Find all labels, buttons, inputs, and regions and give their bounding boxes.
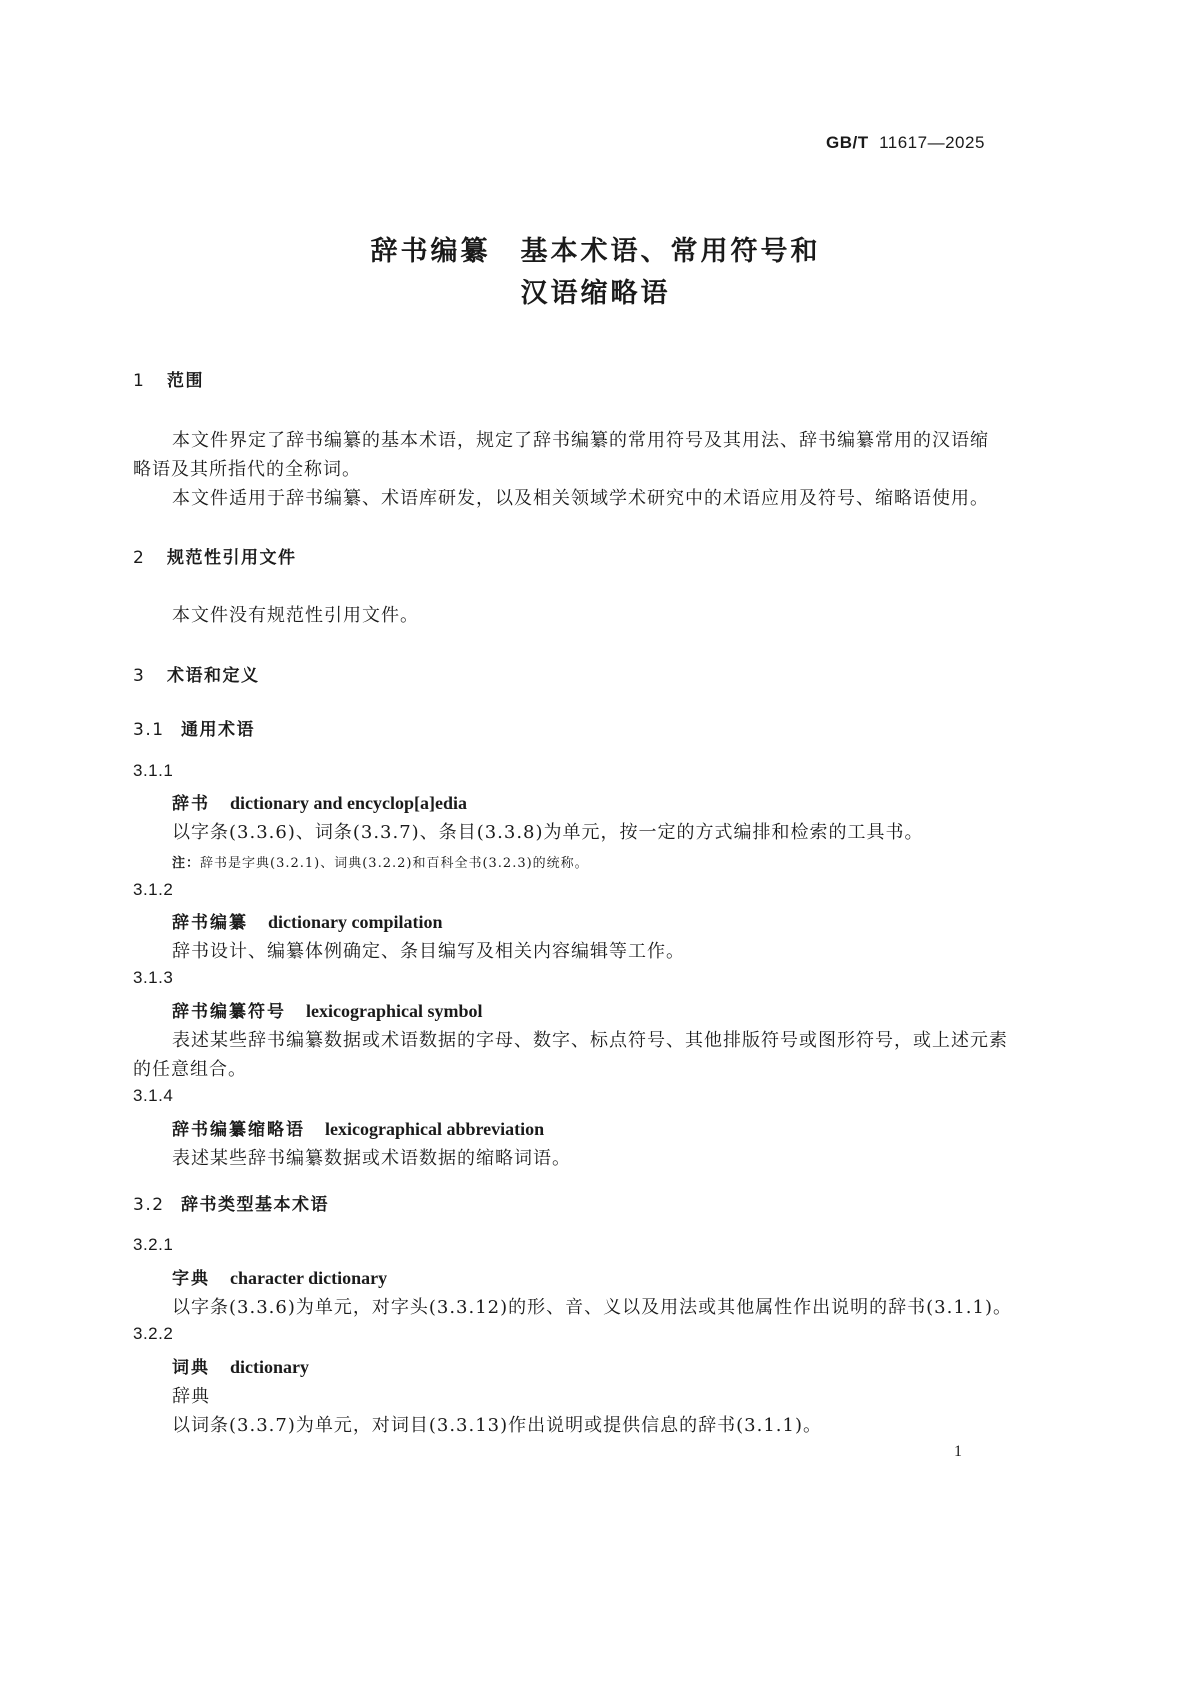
section-1-heading	[133, 366, 204, 391]
term-zh: 词典	[172, 1358, 210, 1378]
section-number: 3	[133, 666, 146, 686]
normative-references-paragraph: 本文件没有规范性引用文件。	[172, 605, 419, 626]
document-title-line1: 辞书编纂 基本术语、常用符号和	[370, 236, 821, 267]
subsection-3-2-heading	[133, 1190, 329, 1215]
section-3-heading	[133, 661, 260, 686]
subsection-title: 通用术语	[181, 720, 255, 740]
term-3-1-2-number: 3.1.2	[133, 880, 174, 899]
term-3-2-2-synonym: 辞典	[172, 1386, 210, 1407]
term-zh: 辞书编纂	[172, 913, 248, 933]
term-3-2-1	[172, 1264, 387, 1289]
term-3-1-4-definition: 表述某些辞书编纂数据或术语数据的缩略词语。	[172, 1148, 571, 1169]
term-en: character dictionary	[230, 1268, 388, 1288]
scope-paragraph-1-cont: 略语及其所指代的全称词。	[133, 459, 361, 480]
subsection-number: 3.2	[133, 1195, 165, 1215]
section-title: 术语和定义	[167, 666, 260, 686]
subsection-title: 辞书类型基本术语	[181, 1195, 329, 1215]
term-3-1-2-definition: 辞书设计、编纂体例确定、条目编写及相关内容编辑等工作。	[172, 941, 685, 962]
section-title: 规范性引用文件	[167, 548, 297, 568]
note-label: 注：	[172, 856, 201, 871]
term-3-1-4-number: 3.1.4	[133, 1086, 174, 1105]
term-3-1-3-number: 3.1.3	[133, 968, 174, 987]
term-3-1-2	[172, 908, 443, 933]
document-title-line2: 汉语缩略语	[520, 278, 671, 309]
term-en: lexicographical abbreviation	[325, 1119, 545, 1139]
section-number: 2	[133, 548, 146, 568]
standard-number	[826, 133, 985, 153]
term-en: dictionary and encyclop[a]edia	[230, 793, 467, 813]
term-3-2-2-definition: 以词条(3.3.7)为单元，对词目(3.3.13)作出说明或提供信息的辞书(3.1.1)。	[172, 1415, 822, 1436]
term-en: dictionary compilation	[268, 912, 443, 932]
section-2-heading	[133, 543, 297, 568]
term-3-1-3	[172, 997, 483, 1022]
term-3-2-2	[172, 1353, 309, 1378]
term-zh: 字典	[172, 1269, 210, 1289]
term-3-2-1-definition: 以字条(3.3.6)为单元，对字头(3.3.12)的形、音、义以及用法或其他属性作出说明的辞书(3.1.1)。	[172, 1297, 1012, 1318]
term-3-1-3-definition-cont: 的任意组合。	[133, 1059, 247, 1080]
term-en: dictionary	[230, 1357, 309, 1377]
term-3-1-1-note	[172, 852, 589, 871]
term-3-1-1-number: 3.1.1	[133, 761, 174, 780]
page-number: 1	[954, 1443, 962, 1460]
standard-code: 11617—2025	[879, 133, 985, 152]
term-zh: 辞书编纂符号	[172, 1002, 286, 1022]
scope-paragraph-2: 本文件适用于辞书编纂、术语库研发，以及相关领域学术研究中的术语应用及符号、缩略语使用。	[172, 488, 989, 509]
term-3-1-4	[172, 1115, 544, 1140]
subsection-3-1-heading	[133, 715, 255, 740]
term-zh: 辞书	[172, 794, 210, 814]
term-3-1-1	[172, 789, 467, 814]
section-number: 1	[133, 371, 146, 391]
term-en: lexicographical symbol	[306, 1001, 483, 1021]
term-3-1-1-definition: 以字条(3.3.6)、词条(3.3.7)、条目(3.3.8)为单元，按一定的方式编排和检索的工具书。	[172, 822, 924, 843]
term-3-2-1-number: 3.2.1	[133, 1235, 174, 1254]
section-title: 范围	[167, 371, 204, 391]
term-zh: 辞书编纂缩略语	[172, 1120, 305, 1140]
term-3-2-2-number: 3.2.2	[133, 1324, 174, 1343]
scope-paragraph-1: 本文件界定了辞书编纂的基本术语，规定了辞书编纂的常用符号及其用法、辞书编纂常用的汉语缩	[172, 430, 989, 451]
standard-prefix: GB/T	[826, 133, 869, 152]
note-text: 辞书是字典(3.2.1)、词典(3.2.2)和百科全书(3.2.3)的统称。	[200, 856, 589, 871]
term-3-1-3-definition: 表述某些辞书编纂数据或术语数据的字母、数字、标点符号、其他排版符号或图形符号，或上述元素	[172, 1030, 1008, 1051]
subsection-number: 3.1	[133, 720, 165, 740]
